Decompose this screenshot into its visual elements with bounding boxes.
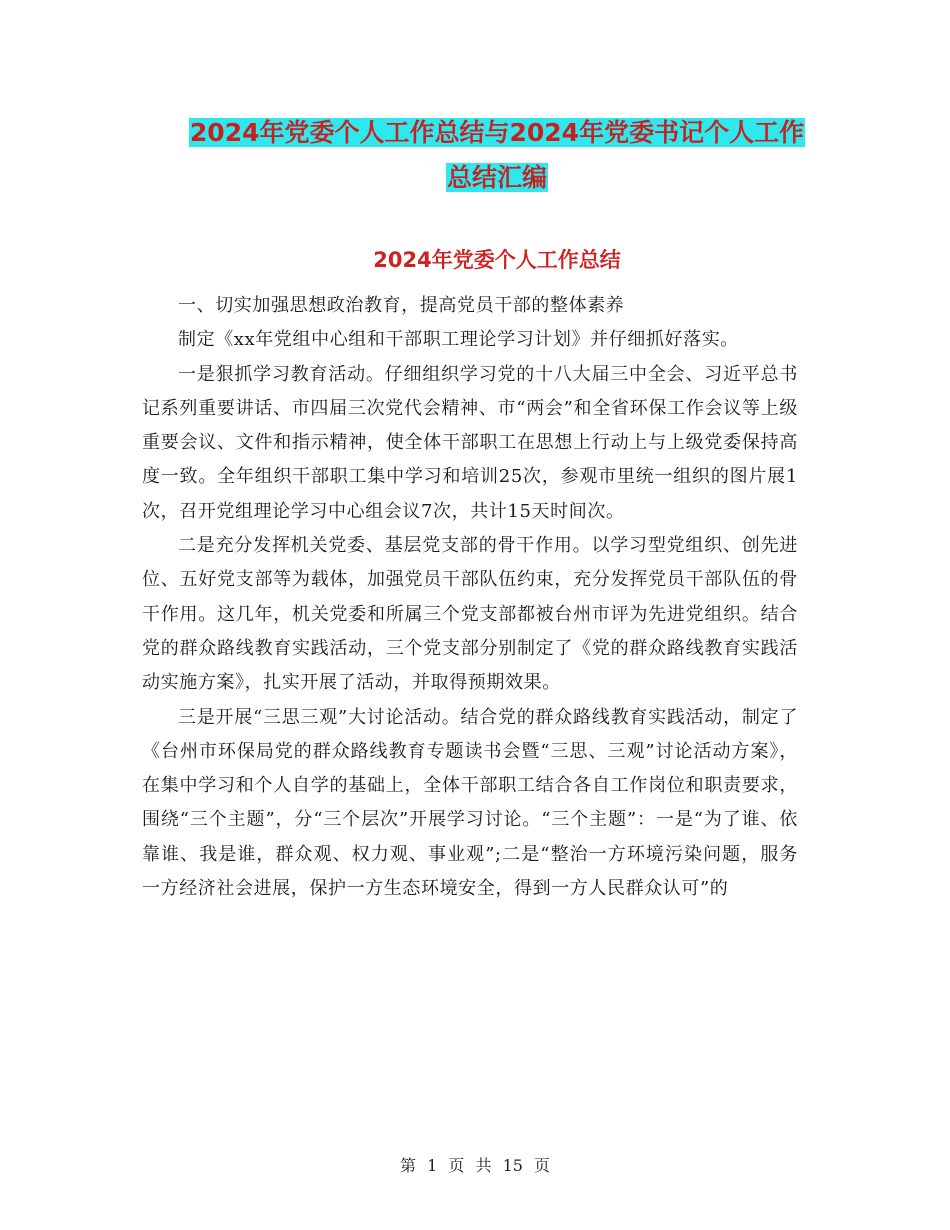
footer-page-word: 页 (448, 1156, 465, 1175)
paragraph: 制定《xx年党组中心组和干部职工理论学习计划》并仔细抓好落实。 (178, 329, 739, 351)
document-body (142, 289, 798, 906)
document-title-line-1: 2024年党委个人工作总结与2024年党委书记个人工作 (189, 118, 805, 147)
footer-suffix: 页 (534, 1156, 551, 1175)
paragraph-heading-1: 一、切实加强思想政治教育，提高党员干部的整体素养 (178, 295, 625, 316)
page-footer (0, 1155, 950, 1177)
paragraph: 一是狠抓学习教育活动。仔细组织学习党的十八大届三中全会、习近平总书记系列重要讲话、市四届三次党代会精神、市“两会”和全省环保工作会议等上级重要会议、文件和指示精神，使全体干部职工在思想上行动上与上级党委保持高度一致。全年组织干部职工集中学习和培训25次，参观市里统一组织的图片展1次，召开党组理论学习中心组会议7次，共计15天时间次。 (142, 363, 798, 522)
footer-current-page: 1 (427, 1156, 438, 1175)
document-title (140, 110, 854, 200)
document-title-line-2: 总结汇编 (446, 163, 547, 192)
paragraph: 三是开展“三思三观”大讨论活动。结合党的群众路线教育实践活动，制定了《台州市环保局党的群众路线教育专题读书会暨“三思、三观”讨论活动方案》，在集中学习和个人自学的基础上，全体干部职工结合各自工作岗位和职责要求，围绕“三个主题”，分“三个层次”开展学习讨论。“三个主题”：一是“为了谁、依靠谁、我是谁，群众观、权力观、事业观”;二是“整治一方环境污染问题，服务一方经济社会进展，保护一方生态环境安全，得到一方人民群众认可”的 (142, 706, 798, 900)
footer-total-pages: 15 (502, 1156, 523, 1175)
paragraph: 二是充分发挥机关党委、基层党支部的骨干作用。以学习型党组织、创先进位、五好党支部等为载体，加强党员干部队伍约束，充分发挥党员干部队伍的骨干作用。这几年，机关党委和所属三个党支部都被台州市评为先进党组织。结合党的群众路线教育实践活动，三个党支部分别制定了《党的群众路线教育实践活动实施方案》，扎实开展了活动，并取得预期效果。 (142, 535, 798, 694)
footer-prefix: 第 (399, 1156, 416, 1175)
section-title: 2024年党委个人工作总结 (373, 248, 621, 272)
footer-total-word: 共 (475, 1156, 492, 1175)
